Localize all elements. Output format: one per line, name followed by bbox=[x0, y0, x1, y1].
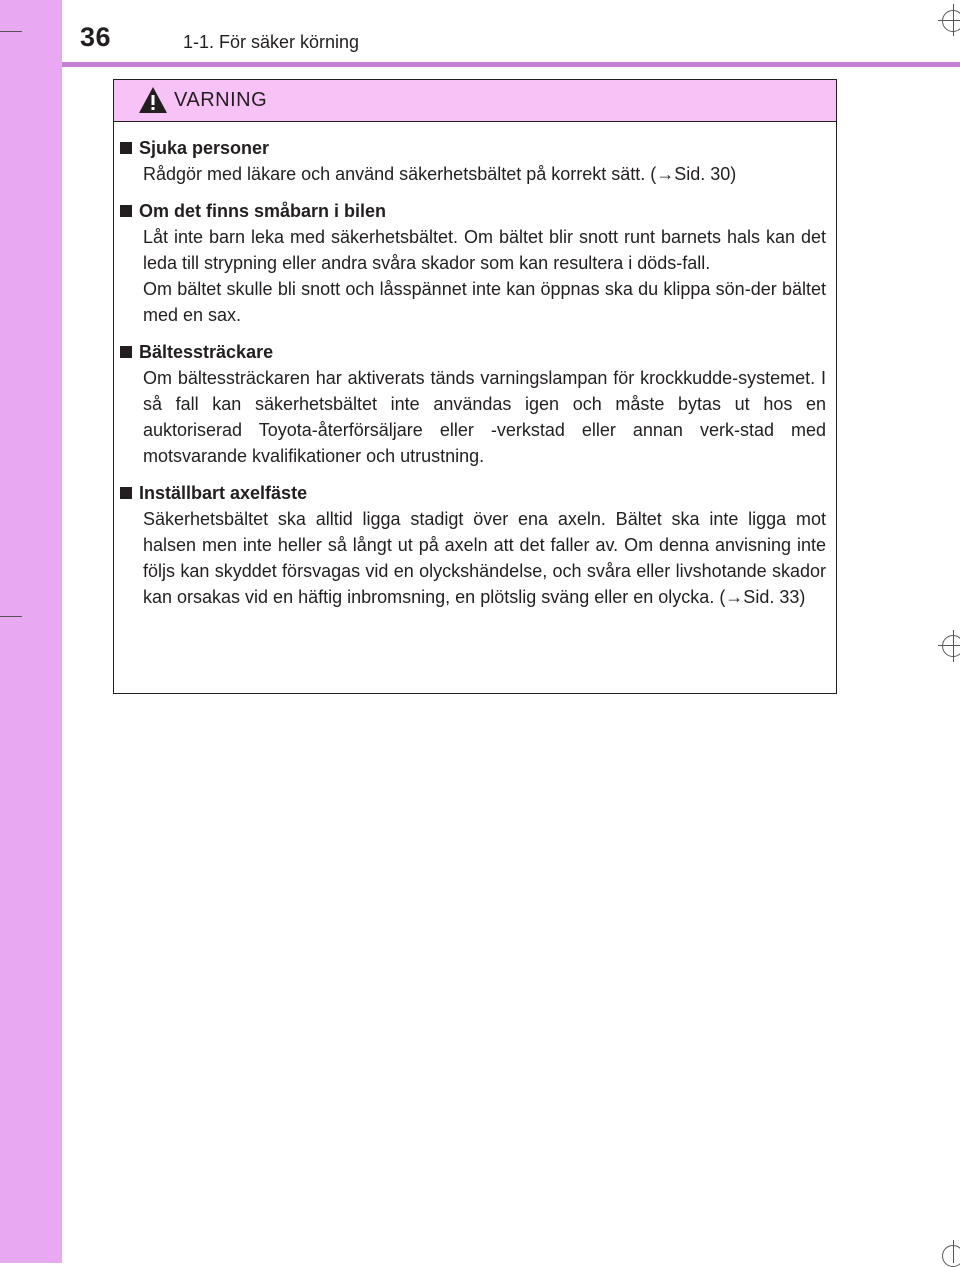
section-heading bbox=[118, 339, 826, 365]
left-color-band bbox=[0, 0, 62, 1263]
warning-content bbox=[114, 122, 836, 610]
square-bullet-icon bbox=[120, 487, 132, 499]
warning-section-shoulder-anchor bbox=[118, 480, 826, 610]
section-heading bbox=[118, 135, 826, 161]
square-bullet-icon bbox=[120, 346, 132, 358]
paragraph: Om bältessträckaren har aktiverats tänds varningslampan för krockkudde-systemet. I så fall kan säkerhetsbältet inte användas igen och måste bytas ut hos en auktoriserad Toyota-återförsäljare eller -verkstad eller annan verk-stad med motsvarande kvalifikationer och utrustning. bbox=[143, 368, 826, 466]
registration-mark-bottom-right bbox=[942, 1245, 960, 1267]
warning-header bbox=[114, 80, 836, 122]
chapter-section-title: 1-1. För säker körning bbox=[183, 32, 360, 52]
warning-title: VARNING bbox=[174, 89, 268, 111]
section-body bbox=[143, 506, 826, 610]
section-heading bbox=[118, 198, 826, 224]
section-body bbox=[143, 161, 826, 187]
section-heading-text: Bältessträckare bbox=[139, 342, 274, 362]
crop-mark-mid-left bbox=[0, 616, 22, 617]
square-bullet-icon bbox=[120, 142, 132, 154]
square-bullet-icon bbox=[120, 205, 132, 217]
section-heading-text: Inställbart axelfäste bbox=[139, 483, 308, 503]
registration-mark-mid-right bbox=[942, 635, 960, 657]
section-heading bbox=[118, 480, 826, 506]
paragraph: Rådgör med läkare och använd säkerhetsbältet på korrekt sätt. (→Sid. 30) bbox=[143, 164, 737, 184]
section-body bbox=[143, 365, 826, 469]
registration-mark-top-right bbox=[942, 10, 960, 32]
section-body bbox=[143, 224, 826, 328]
warning-box bbox=[113, 79, 837, 694]
crop-mark-top-left bbox=[0, 31, 22, 32]
header-rule bbox=[62, 62, 960, 67]
warning-section-sick-persons bbox=[118, 135, 826, 187]
section-heading-text: Om det finns småbarn i bilen bbox=[139, 201, 387, 221]
paragraph: Om bältet skulle bli snott och låsspännet inte kan öppnas ska du klippa sön-der bältet med en sax. bbox=[143, 279, 826, 325]
paragraph: Låt inte barn leka med säkerhetsbältet. Om bältet blir snott runt barnets hals kan det leda till strypning eller andra svåra skador som kan resultera i döds-fall. bbox=[143, 227, 826, 273]
warning-section-pretensioners bbox=[118, 339, 826, 469]
paragraph: Säkerhetsbältet ska alltid ligga stadigt över ena axeln. Bältet ska inte ligga mot halsen men inte heller så långt ut på axeln att det faller av. Om denna anvisning inte följs kan skyddet försvagas vid en olyckshändelse, och svåra eller livshotande skador kan orsakas vid en häftig inbromsning, en plötslig sväng eller en olycka. (→Sid. 33) bbox=[143, 509, 826, 607]
warning-triangle-icon bbox=[138, 86, 168, 114]
section-heading-text: Sjuka personer bbox=[139, 138, 270, 158]
warning-section-small-children bbox=[118, 198, 826, 328]
page-number: 36 bbox=[80, 22, 112, 52]
